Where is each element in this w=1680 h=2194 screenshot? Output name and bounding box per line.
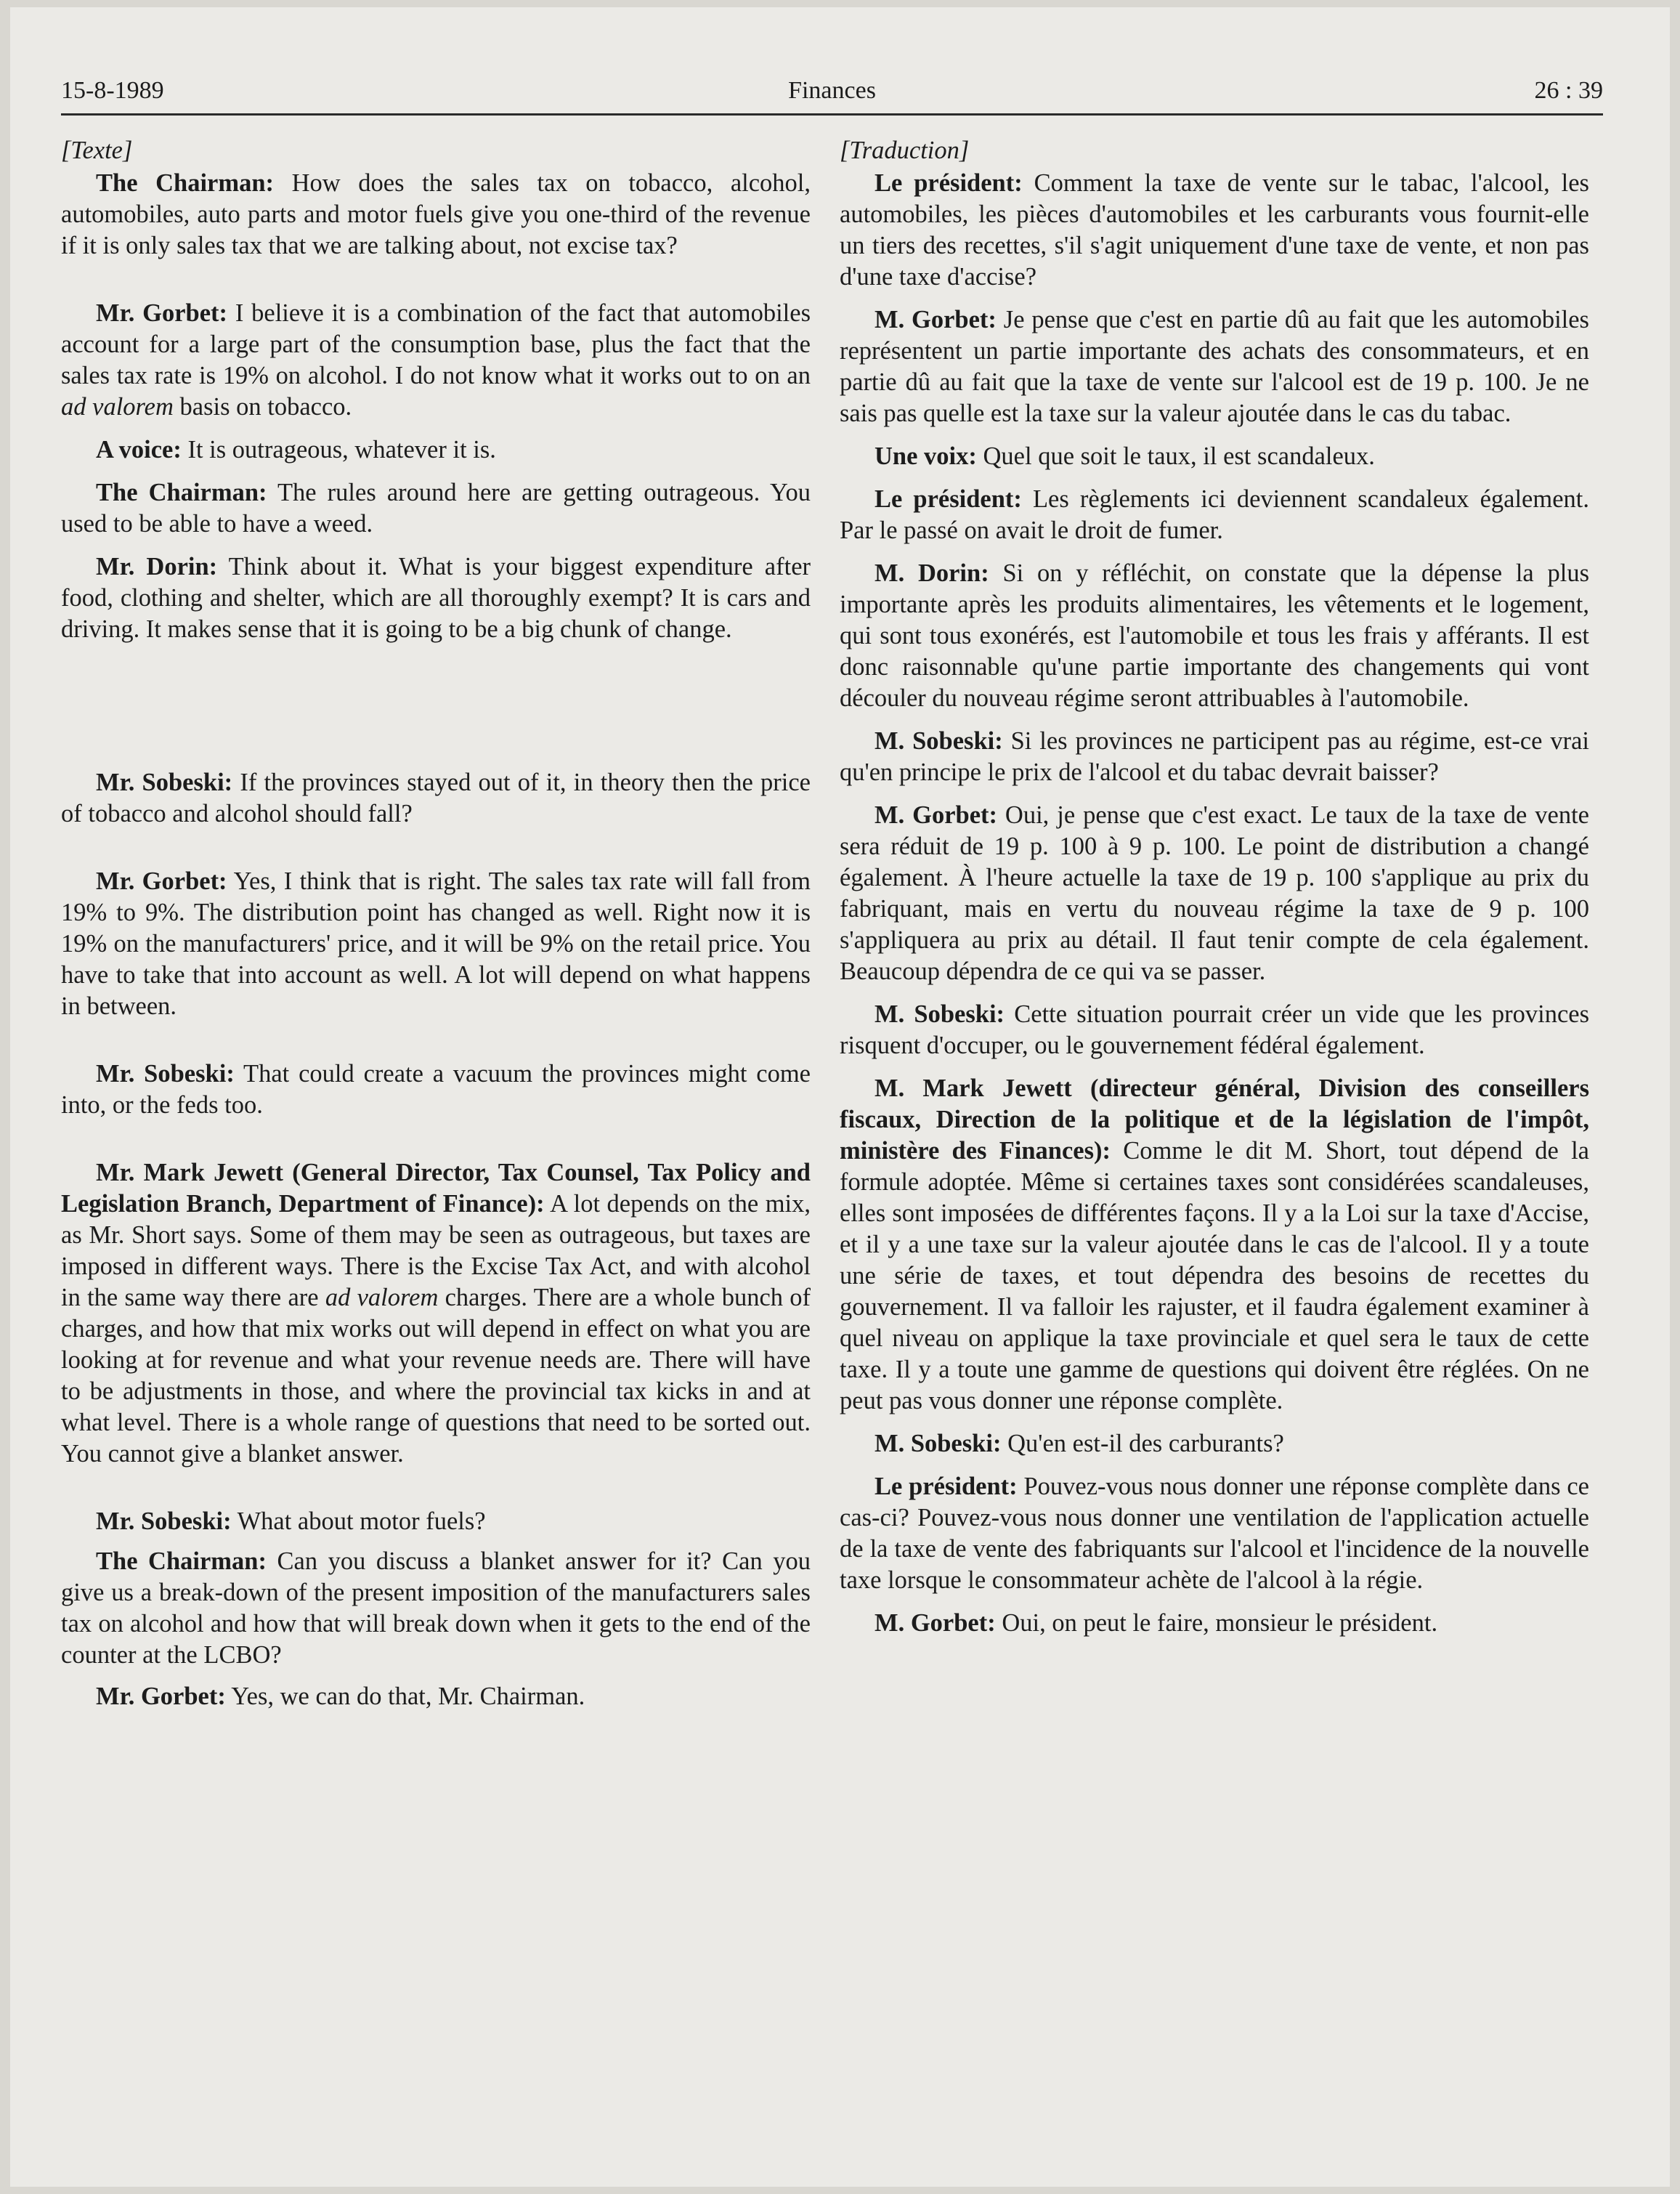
speaker-name: M. Sobeski:	[875, 1000, 1005, 1028]
speaker-name: Mr. Sobeski:	[96, 1060, 235, 1088]
speaker-name: M. Gorbet:	[875, 801, 997, 829]
speaker-name: Mr. Gorbet:	[96, 299, 228, 327]
speaker-name: M. Gorbet:	[875, 306, 997, 333]
speech-paragraph: The Chairman: The rules around here are getting outrageous. You used to be able to have a weed.	[61, 479, 811, 538]
speaker-name: M. Mark Jewett (directeur général, Division des conseillers fiscaux, Direction de la politique et de la législation de l'impôt, ministère des Finances):	[840, 1074, 1589, 1165]
page	[10, 7, 1670, 2187]
speaker-name: The Chairman:	[96, 479, 267, 506]
speech-paragraph: Mr. Mark Jewett (General Director, Tax Counsel, Tax Policy and Legislation Branch, Department of Finance): A lot depends on the mix, as Mr. Short says. Some of them may be seen as outrageous, but taxes are imposed in different ways. There is the Excise Tax Act, and with alcohol in the same way there are ad valorem charges. There are a whole bunch of charges, and how that mix works out will depend in effect on what you are looking at for revenue and what your revenue needs are. There will have to be adjustments in those, and where the provincial tax kicks in and at what level. There is a whole range of questions that need to be sorted out. You cannot give a blanket answer.	[61, 1159, 811, 1468]
italic-term: ad valorem	[325, 1284, 439, 1311]
speaker-name: Le président:	[875, 169, 1023, 197]
speech-paragraph: Mr. Gorbet: Yes, I think that is right. The sales tax rate will fall from 19% to 9%. The distribution point has changed as well. Right now it is 19% on the manufacturers' price, and it will be 9% on the retail price. You have to take that into account as well. A lot will depend on what happens in between.	[61, 867, 811, 1020]
header-rule	[61, 113, 1603, 116]
speaker-name: Mr. Dorin:	[96, 553, 218, 580]
speech-paragraph: Le président: Pouvez-vous nous donner une réponse complète dans ce cas-ci? Pouvez-vous nous donner une ventilation de l'application actuelle de la taxe de vente des fabriquants sur l'alcool et l'incidence de la nouvelle taxe lorsque le consommateur achète de l'alcool à la régie.	[840, 1473, 1589, 1594]
speech-paragraph: M. Dorin: Si on y réfléchit, on constate que la dépense la plus importante après les produits alimentaires, les vêtements et le logement, qui sont tous exonérés, est l'automobile et tous les frais y afférants. Il est donc raisonnable qu'une partie importante des changements qui vont découler du nouveau régime seront attribuables à l'automobile.	[840, 559, 1589, 712]
speaker-name: The Chairman:	[96, 1547, 267, 1575]
speaker-name: Mr. Gorbet:	[96, 867, 227, 895]
speech-paragraph: M. Gorbet: Je pense que c'est en partie dû au fait que les automobiles représentent un partie importante des achats des consommateurs, et en partie dû au fait que la taxe de vente sur l'alcool est de 19 p. 100. Je ne sais pas quelle est la taxe sur la valeur ajoutée dans le cas du tabac.	[840, 306, 1589, 427]
speech-paragraph: A voice: It is outrageous, whatever it is.	[96, 436, 496, 464]
speech-paragraph: The Chairman: How does the sales tax on tobacco, alcohol, automobiles, auto parts and motor fuels give you one-third of the revenue if it is only sales tax that we are talking about, not excise tax?	[61, 169, 811, 259]
speech-paragraph: M. Gorbet: Oui, on peut le faire, monsieur le président.	[875, 1609, 1438, 1637]
header-date: 15-8-1989	[61, 77, 164, 104]
speech-paragraph: The Chairman: Can you discuss a blanket answer for it? Can you give us a break-down of the present imposition of the manufacturers sales tax on alcohol and how that will break down when it gets to the end of the counter at the LCBO?	[61, 1547, 811, 1669]
header-title: Finances	[788, 77, 876, 104]
speech-paragraph: Mr. Sobeski: If the provinces stayed out of it, in theory then the price of tobacco and alcohol should fall?	[61, 769, 811, 827]
speech-paragraph: M. Sobeski: Cette situation pourrait créer un vide que les provinces risquent d'occuper, ou le gouvernement fédéral également.	[840, 1000, 1589, 1059]
speaker-name: Mr. Sobeski:	[96, 1507, 232, 1535]
speech-paragraph: Mr. Gorbet: I believe it is a combination of the fact that automobiles account for a large part of the consumption base, plus the fact that the sales tax rate is 19% on alcohol. I do not know what it works out to on an ad valorem basis on tobacco.	[61, 299, 811, 421]
speaker-name: The Chairman:	[96, 169, 275, 197]
speech-paragraph: Le président: Comment la taxe de vente sur le tabac, l'alcool, les automobiles, les pièces d'automobiles et les carburants vous fournit-elle un tiers des recettes, s'il s'agit uniquement d'une taxe de vente, et non pas d'une taxe d'accise?	[840, 169, 1589, 291]
speech-paragraph: M. Mark Jewett (directeur général, Division des conseillers fiscaux, Direction de la politique et de la législation de l'impôt, ministère des Finances): Comme le dit M. Short, tout dépend de la formule adoptée. Même si certaines taxes sont considérées scandaleuses, elles sont imposées de différentes façons. Il y a la Loi sur la taxe d'Accise, et il y a une taxe sur la valeur ajoutée dans le cas de l'alcool. Il y a toute une série de taxes, et tout dépendra des besoins de recettes du gouvernement. Il va falloir les rajuster, et il faudra également examiner à quel niveau on applique la taxe provinciale et quel sera le taux de cette taxe. Il y a toute une gamme de questions qui doivent être réglées. On ne peut pas vous donner une réponse complète.	[840, 1074, 1589, 1414]
speech-paragraph: Mr. Gorbet: Yes, we can do that, Mr. Chairman.	[96, 1683, 585, 1710]
speaker-name: M. Gorbet:	[875, 1609, 996, 1637]
section-marker: [Texte]	[61, 137, 133, 164]
italic-term: ad valorem	[61, 393, 174, 421]
speaker-name: A voice:	[96, 436, 182, 464]
speech-paragraph: Le président: Les règlements ici deviennent scandaleux également. Par le passé on avait le droit de fumer.	[840, 485, 1589, 544]
speech-paragraph: Mr. Sobeski: What about motor fuels?	[96, 1507, 486, 1535]
french-column	[840, 135, 1589, 1639]
speaker-name: Le président:	[875, 1473, 1018, 1500]
speech-paragraph: Mr. Sobeski: That could create a vacuum the provinces might come into, or the feds too.	[61, 1060, 811, 1119]
speech-paragraph: Mr. Dorin: Think about it. What is your biggest expenditure after food, clothing and shelter, which are all thoroughly exempt? It is cars and driving. It makes sense that it is going to be a big chunk of change.	[61, 553, 811, 643]
speaker-name: Une voix:	[875, 442, 977, 470]
speech-paragraph: M. Gorbet: Oui, je pense que c'est exact. Le taux de la taxe de vente sera réduit de 19 p. 100 à 9 p. 100. Le point de distribution a changé également. À l'heure actuelle la taxe de 19 p. 100 s'applique au prix du fabriquant, mais en vertu du nouveau régime la taxe de 9 p. 100 s'appliquera au prix au détail. Il faut tenir compte de cela également. Beaucoup dépendra de ce qui va se passer.	[840, 801, 1589, 985]
speech-paragraph: Une voix: Quel que soit le taux, il est scandaleux.	[875, 442, 1375, 470]
speaker-name: Mr. Sobeski:	[96, 769, 233, 796]
speaker-name: Mr. Gorbet:	[96, 1683, 226, 1710]
speaker-name: M. Sobeski:	[875, 727, 1003, 755]
speaker-name: Le président:	[875, 485, 1022, 513]
speaker-name: M. Dorin:	[875, 559, 989, 587]
speaker-name: Mr. Mark Jewett (General Director, Tax Counsel, Tax Policy and Legislation Branch, Department of Finance):	[61, 1159, 811, 1218]
header-page-number: 26 : 39	[1534, 77, 1603, 104]
speech-paragraph: M. Sobeski: Qu'en est-il des carburants?	[875, 1430, 1284, 1457]
speaker-name: M. Sobeski:	[875, 1430, 1002, 1457]
running-header	[61, 77, 1603, 113]
english-column	[61, 135, 811, 1712]
speech-paragraph: M. Sobeski: Si les provinces ne participent pas au régime, est-ce vrai qu'en principe le prix de l'alcool et du tabac devrait baisser?	[840, 727, 1590, 786]
section-marker: [Traduction]	[840, 137, 970, 164]
